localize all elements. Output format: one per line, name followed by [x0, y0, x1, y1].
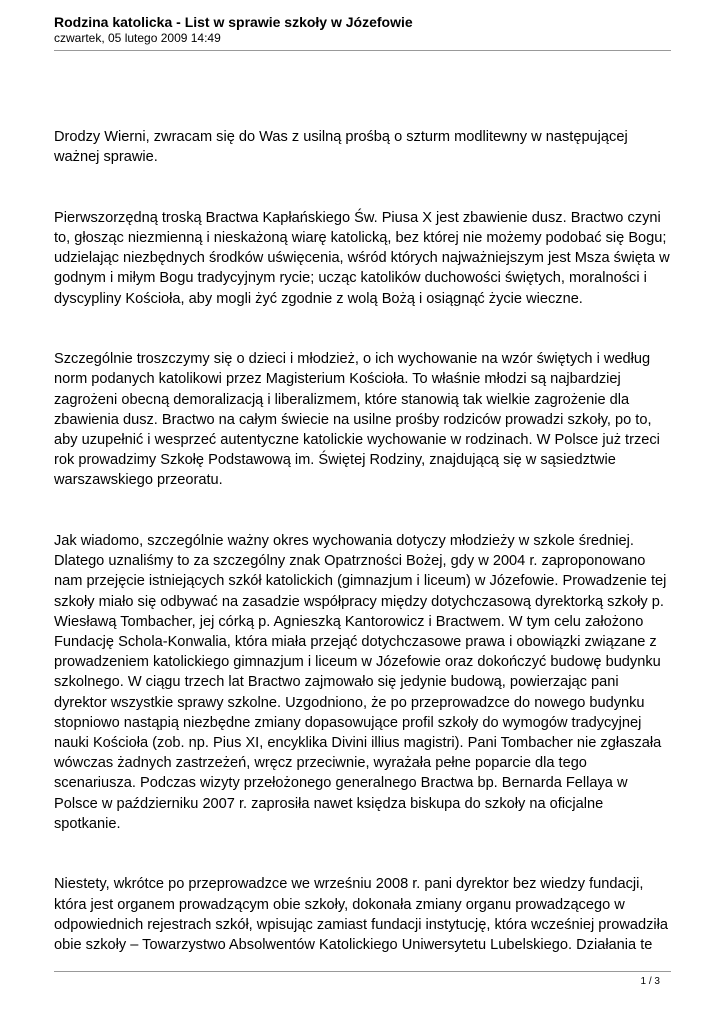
- paragraph-jozefow-school: Jak wiadomo, szczególnie ważny okres wychowania dotyczy młodzieży w szkole średniej. Dlatego uznaliśmy to za szczególny znak Opatrzności Bożej, gdy w 2004 r. zaproponowano nam przejęcie istniejących szkół katolickich (gimnazjum i liceum) w Józefowie. Prowadzenie tej szkoły miało się odbywać na zasadzie współpracy między dotychczasową dyrektorką szkoły p. Wiesławą Tombacher, jej córką p. Agnieszką Kantorowicz i Bractwem. W tym celu założono Fundację Schola-Konwalia, która miała przejąć dotychczasowe prawa i obowiązki związane z prowadzeniem katolickiego gimnazjum i liceum w Józefowie oraz dokończyć budowę budynku szkolnego. W ciągu trzech lat Bractwo zajmowało się jedynie budową, powierzając pani dyrektor wszystkie sprawy szkolne. Uzgodniono, że po przeprowadzce do nowego budynku stopniowo nastąpią niezbędne zmiany dopasowujące profil szkoły do wymogów tradycyjnej nauki Kościoła (zob. np. Pius XI, encyklika Divini illius magistri). Pani Tombacher nie zgłaszała wówczas żadnych zastrzeżeń, wręcz przeciwnie, wyrażała pełne poparcie dla tego scenariusza. Podczas wizyty przełożonego generalnego Bractwa bp. Bernarda Fellaya w Polsce w październiku 2007 r. zaprosiła nawet księdza biskupa do szkoły na oficjalne spotkanie.: [54, 533, 667, 832]
- document-title: Rodzina katolicka - List w sprawie szkoły w Józefowie: [54, 14, 413, 30]
- header-divider: [54, 50, 671, 51]
- letter-body: [54, 127, 672, 955]
- paragraph-greeting: Drodzy Wierni, zwracam się do Was z usilną prośbą o szturm modlitewny w następującej ważnej sprawie.: [54, 129, 628, 166]
- page-header: [54, 14, 674, 46]
- footer-divider: [54, 971, 671, 972]
- paragraph-mission: Pierwszorzędną troską Bractwa Kapłańskiego Św. Piusa X jest zbawienie dusz. Bractwo czyni to, głosząc niezmienną i nieskażoną wiarę katolicką, bez której nie możemy podobać się Bogu; udzielając niezbędnych środków uświęcenia, wśród których najważniejszym jest Msza święta w godnym i miłym Bogu tradycyjnym rycie; ucząc katolików duchowości świętych, moralności i dyscypliny Kościoła, aby mogli żyć zgodnie z wolą Bożą i osiągnąć życie wieczne.: [54, 209, 670, 307]
- paragraph-youth: Szczególnie troszczymy się o dzieci i młodzież, o ich wychowanie na wzór świętych i według norm podanych katolikowi przez Magisterium Kościoła. To właśnie młodzi są najbardziej zagrożeni obecną demoralizacją i liberalizmem, które stanowią tak wielkie zagrożenie dla zbawienia dusz. Bractwo na całym świecie na usilne prośby rodziców prowadzi szkoły, po to, aby uzupełnić i wesprzeć autentyczne katolickie wychowanie w rodzinach. W Polsce już trzeci rok prowadzimy Szkołę Podstawową im. Świętej Rodziny, znajdującą się w sąsiedztwie warszawskiego przeoratu.: [54, 351, 660, 489]
- document-date: czwartek, 05 lutego 2009 14:49: [54, 31, 221, 45]
- page-number: 1 / 3: [640, 976, 660, 987]
- paragraph-unfortunately: Niestety, wkrótce po przeprowadzce we wrześniu 2008 r. pani dyrektor bez wiedzy fundacji, która jest organem prowadzącym obie szkoły, dokonała zmiany organu prowadzącego w odpowiednich rejestrach szkół, wpisując zamiast fundacji instytucję, która wcześniej prowadziła obie szkoły – Towarzystwo Absolwentów Katolickiego Uniwersytetu Lubelskiego. Działania te: [54, 876, 669, 954]
